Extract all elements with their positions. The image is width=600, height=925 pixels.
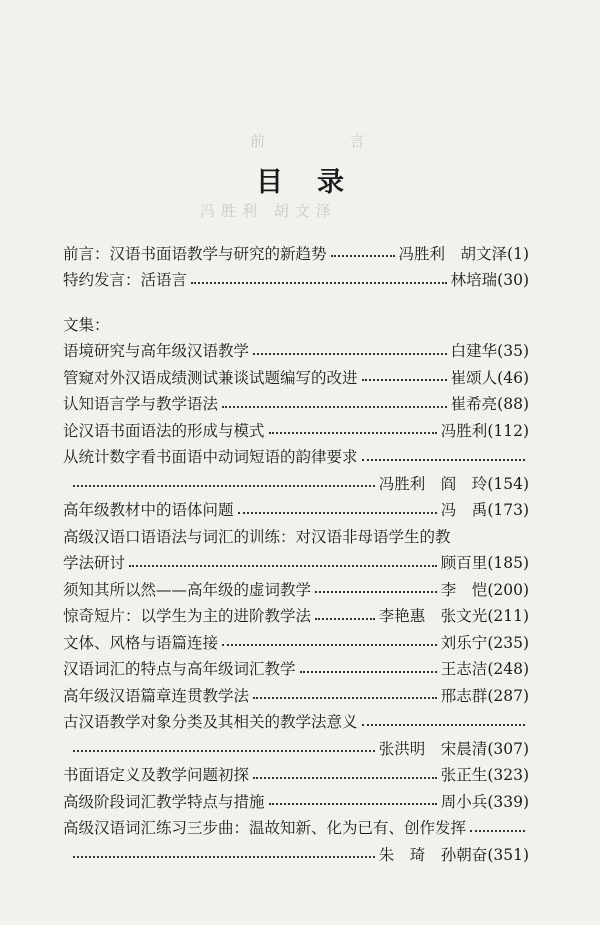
entry-page: (235) xyxy=(487,633,529,652)
leader-dots xyxy=(362,379,447,381)
toc-entry xyxy=(63,709,529,736)
toc-entry xyxy=(63,815,529,842)
entry-page: (112) xyxy=(487,421,529,440)
entry-page: (307) xyxy=(487,739,529,758)
entry-page: (173) xyxy=(487,501,529,519)
leader-dots xyxy=(269,803,437,805)
entry-title: 论汉语书面语法的形成与模式 xyxy=(63,421,265,440)
leader-dots xyxy=(129,565,437,567)
toc-entry xyxy=(63,788,529,815)
entry-title: 特约发言：活语言 xyxy=(63,271,188,289)
leader-dots xyxy=(73,750,375,752)
leader-dots xyxy=(315,591,437,593)
leader-dots xyxy=(253,777,437,779)
page-title: 目录 xyxy=(256,167,378,198)
toc-entry xyxy=(63,364,529,391)
entry-author: 张洪明 宋晨清 xyxy=(378,739,488,758)
entry-author: 李 恺 xyxy=(440,580,488,599)
toc-entry xyxy=(63,656,529,683)
toc-entry xyxy=(63,391,529,418)
toc-entry-continuation xyxy=(63,550,529,577)
entry-author: 崔颂人 xyxy=(450,368,498,387)
toc-entry xyxy=(63,338,529,365)
entry-title: 文体、风格与语篇连接 xyxy=(63,633,219,652)
leader-dots xyxy=(238,512,437,514)
toc-entry xyxy=(63,603,529,630)
entry-author: 刘乐宁 xyxy=(440,633,488,652)
entry-page: (30) xyxy=(497,271,529,289)
toc-entry xyxy=(63,576,529,603)
leader-dots xyxy=(253,353,447,355)
entry-page: (323) xyxy=(487,766,529,784)
front-entry xyxy=(63,267,529,294)
entry-page: (88) xyxy=(497,395,529,413)
entry-title: 前言：汉语书面语教学与研究的新趋势 xyxy=(63,244,327,263)
entry-page: (185) xyxy=(487,554,529,572)
toc-entry-continuation xyxy=(63,735,529,762)
leader-dots xyxy=(269,432,437,434)
entry-author: 崔希亮 xyxy=(450,395,498,413)
entry-author: 冯 禹 xyxy=(440,501,488,519)
entry-author: 白建华 xyxy=(450,342,498,360)
toc-entry-continuation xyxy=(63,470,529,497)
bleed-through-heading: 前 言 xyxy=(250,132,405,150)
entry-page: (154) xyxy=(487,474,529,493)
entry-author: 张正生 xyxy=(440,766,488,784)
entry-author: 顾百里 xyxy=(440,554,488,572)
entry-author: 李艳惠 张文光 xyxy=(378,607,488,625)
leader-dots xyxy=(331,255,395,257)
leader-dots xyxy=(362,724,525,726)
entry-page: (46) xyxy=(497,368,529,387)
toc-entry xyxy=(63,417,529,444)
entry-title: 管窥对外汉语成绩测试兼谈试题编写的改进 xyxy=(63,368,358,387)
entry-author: 冯胜利 xyxy=(440,421,488,440)
toc-entry xyxy=(63,444,529,471)
entry-title: 汉语词汇的特点与高年级词汇教学 xyxy=(63,660,296,678)
front-entry xyxy=(63,240,529,267)
leader-dots xyxy=(73,856,375,858)
leader-dots xyxy=(300,671,437,673)
toc-entry xyxy=(63,629,529,656)
entry-title: 学法研讨 xyxy=(63,554,126,572)
leader-dots xyxy=(362,459,525,461)
toc-entry xyxy=(63,497,529,524)
leader-dots xyxy=(253,697,437,699)
entry-author: 冯胜利 阎 玲 xyxy=(378,474,488,493)
entry-title: 书面语定义及教学问题初探 xyxy=(63,766,250,784)
entry-author: 邢志群 xyxy=(440,686,488,705)
toc-entry-continuation xyxy=(63,841,529,868)
entry-page: (248) xyxy=(487,660,529,678)
table-of-contents xyxy=(63,240,529,868)
entry-title: 高级汉语词汇练习三步曲：温故知新、化为已有、创作发挥 xyxy=(63,819,467,837)
entry-title: 认知语言学与教学语法 xyxy=(63,395,219,413)
leader-dots xyxy=(222,644,437,646)
entry-title: 须知其所以然——高年级的虚词教学 xyxy=(63,580,312,599)
entry-page: (35) xyxy=(497,342,529,360)
entry-title: 高级阶段词汇教学特点与措施 xyxy=(63,792,265,811)
entry-title: 高年级汉语篇章连贯教学法 xyxy=(63,686,250,705)
entry-page: (200) xyxy=(487,580,529,599)
entry-title: 惊奇短片：以学生为主的进阶教学法 xyxy=(63,607,312,625)
entry-page: (351) xyxy=(487,845,529,864)
toc-entry xyxy=(63,682,529,709)
entry-title: 高级汉语口语语法与词汇的训练：对汉语非母语学生的教 xyxy=(63,527,451,546)
leader-dots xyxy=(222,406,447,408)
entry-title: 语境研究与高年级汉语教学 xyxy=(63,342,250,360)
entry-author: 冯胜利 胡文泽 xyxy=(398,244,508,263)
entry-author: 王志洁 xyxy=(440,660,488,678)
leader-dots xyxy=(470,830,525,832)
toc-entry xyxy=(63,523,529,550)
leader-dots xyxy=(73,485,375,487)
entry-title: 古汉语教学对象分类及其相关的教学法意义 xyxy=(63,713,358,731)
section-gap xyxy=(63,293,529,311)
leader-dots xyxy=(315,618,375,620)
entry-author: 朱 琦 孙朝奋 xyxy=(378,845,488,864)
entry-page: (287) xyxy=(487,686,529,705)
bleed-through-authors: 冯胜利 胡文泽 xyxy=(200,202,337,220)
section-label: 文集： xyxy=(63,315,110,334)
entry-author: 林培瑞 xyxy=(450,271,498,289)
entry-page: (211) xyxy=(487,607,529,625)
entry-author: 周小兵 xyxy=(440,792,488,811)
entry-page: (339) xyxy=(487,792,529,811)
leader-dots xyxy=(191,282,447,284)
entry-title: 从统计数字看书面语中动词短语的韵律要求 xyxy=(63,448,358,466)
entry-title: 高年级教材中的语体问题 xyxy=(63,501,234,519)
toc-entry xyxy=(63,762,529,789)
entry-page: (1) xyxy=(507,244,529,263)
